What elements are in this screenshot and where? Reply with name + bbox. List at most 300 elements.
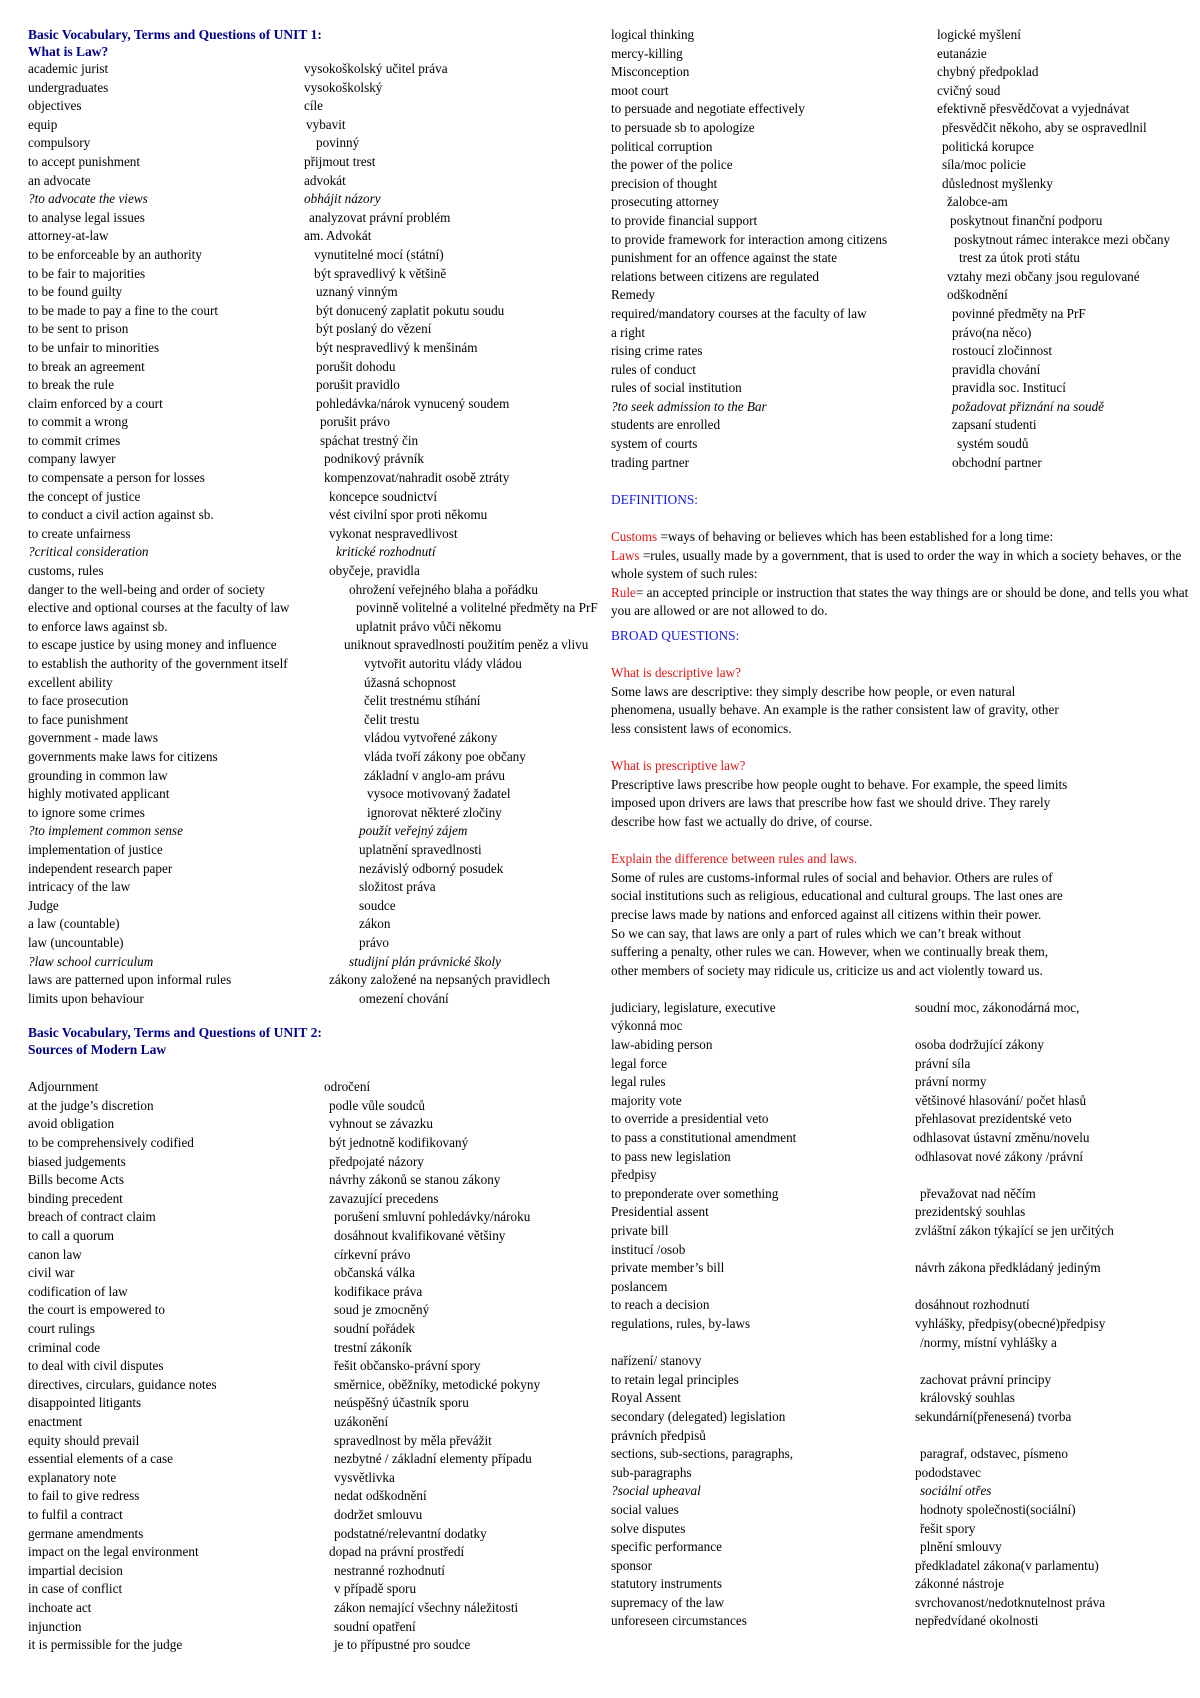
vocab-translation: směrnice, oběžníky, metodické pokyny — [334, 1376, 541, 1392]
vocab-translation: žalobce-am — [947, 194, 1008, 210]
vocab-term: sponsor — [611, 1557, 653, 1573]
definitions-block — [611, 528, 1196, 621]
vocab-row — [28, 413, 608, 432]
vocab-term: to commit crimes — [28, 432, 121, 448]
vocab-translation: efektivně přesvědčovat a vyjednávat — [937, 101, 1130, 117]
vocab-translation: podnikový právník — [324, 451, 424, 467]
vocab-term: to be fair to majorities — [28, 265, 146, 281]
vocab-translation: vysokoškolský — [304, 79, 383, 95]
answer-line: suffering a penalty, other rules we can. However, when we continually break them, — [611, 944, 1049, 960]
vocab-row — [28, 60, 608, 79]
vocab-row — [611, 1259, 1200, 1278]
vocab-translation: eutanázie — [937, 45, 987, 61]
vocab-row — [28, 990, 608, 1009]
vocab-term: intricacy of the law — [28, 879, 131, 895]
vocab-translation: cvičný soud — [937, 82, 1001, 98]
vocab-row — [28, 1506, 608, 1525]
vocab-translation: občanská válka — [334, 1265, 415, 1281]
vocab-row — [611, 82, 1200, 101]
vocab-term: to analyse legal issues — [28, 209, 145, 225]
vocab-row — [611, 999, 1200, 1018]
vocab-term: to reach a decision — [611, 1297, 710, 1313]
vocab-row — [28, 1543, 608, 1562]
vocab-term: governments make laws for citizens — [28, 748, 218, 764]
vocab-term: to create unfairness — [28, 525, 131, 541]
vocab-row — [28, 1394, 608, 1413]
vocab-term: ?to implement common sense — [28, 823, 183, 839]
answer-line: less consistent laws of economics. — [611, 720, 792, 736]
vocab-term: to provide financial support — [611, 212, 758, 228]
vocab-term: secondary (delegated) legislation — [611, 1408, 786, 1424]
vocab-translation: zavazující precedens — [329, 1190, 439, 1206]
vocab-row — [611, 1166, 1200, 1185]
vocab-term: canon law — [28, 1246, 82, 1262]
vocab-translation: trestní zákoník — [334, 1339, 413, 1355]
vocab-row — [611, 1278, 1200, 1297]
vocab-row — [611, 435, 1200, 454]
customs-text: =ways of behaving or believes which has been established for a long time: — [657, 529, 1054, 545]
vocab-translation: podstatné/relevantní dodatky — [334, 1525, 487, 1541]
vocab-translation: předkladatel zákona(v parlamentu) — [915, 1557, 1099, 1573]
rule-text: = an accepted principle or instruction that states the way things are or should be done, and tells you what you are allowed or are not allowed to do. — [611, 584, 1189, 619]
vocab-row — [28, 1134, 608, 1153]
vocab-row — [611, 100, 1200, 119]
vocab-row — [611, 1055, 1200, 1074]
vocab-term: logical thinking — [611, 27, 695, 42]
vocab-row — [611, 156, 1200, 175]
answer-line: imposed upon drivers are laws that prescribe how fast we should drive. They rarely — [611, 795, 1051, 811]
vocab-translation: porušení smluvní pohledávky/nároku — [334, 1209, 531, 1225]
vocab-row — [28, 302, 608, 321]
answer-line: social institutions such as religious, educational and cultural groups. The last ones are — [611, 888, 1063, 904]
vocab-row — [611, 361, 1200, 380]
vocab-term: breach of contract claim — [28, 1209, 156, 1225]
vocab-term: to enforce laws against sb. — [28, 618, 168, 634]
vocab-translation: zákonné nástroje — [915, 1576, 1004, 1592]
vocab-translation: porušit právo — [320, 414, 390, 430]
vocab-translation: právo(na něco) — [952, 324, 1032, 340]
vocab-translation: zákony založené na nepsaných pravidlech — [329, 972, 551, 988]
vocab-term: highly motivated applicant — [28, 786, 170, 802]
vocab-row — [28, 172, 608, 191]
vocab-translation: osoba dodržující zákony — [915, 1037, 1044, 1053]
vocab-translation: uznaný vinným — [316, 284, 398, 300]
vocab-term: inchoate act — [28, 1599, 92, 1615]
vocab-translation: dosáhnout kvalifikované většiny — [334, 1228, 506, 1244]
vocab-row — [28, 1190, 608, 1209]
vocab-term: solve disputes — [611, 1520, 686, 1536]
answer-line: Prescriptive laws prescribe how people ought to behave. For example, the speed limits — [611, 776, 1068, 792]
vocab-translation: je to přípustné pro soudce — [334, 1637, 471, 1653]
vocab-translation: síla/moc policie — [942, 157, 1026, 173]
vocab-row — [611, 379, 1200, 398]
vocab-row — [611, 1427, 1200, 1446]
vocab-term: grounding in common law — [28, 767, 168, 783]
vocab-term: to deal with civil disputes — [28, 1358, 164, 1374]
vocab-translation: nestranné rozhodnutí — [334, 1562, 445, 1578]
vocab-term: claim enforced by a court — [28, 395, 163, 411]
unit1-title-line1: Basic Vocabulary, Terms and Questions of UNIT 1: — [28, 27, 322, 42]
vocab-term: criminal code — [28, 1339, 101, 1355]
vocab-translation: vyhlášky, předpisy(obecné)předpisy — [915, 1315, 1106, 1331]
vocab-term: Royal Assent — [611, 1390, 681, 1406]
vocab-translation: logické myšlení — [937, 27, 1021, 42]
vocab-translation: vztahy mezi občany jsou regulované — [947, 268, 1140, 284]
vocab-row — [28, 283, 608, 302]
vocab-term: law-abiding person — [611, 1037, 713, 1053]
vocab-term: to be found guilty — [28, 284, 123, 300]
vocab-translation: čelit trestnému stíhání — [364, 693, 481, 709]
vocab-translation: povinné předměty na PrF — [952, 305, 1086, 321]
right-column — [611, 26, 1200, 1631]
vocab-row — [28, 339, 608, 358]
vocab-translation: důslednost myšlenky — [942, 175, 1053, 191]
vocab-translation: obchodní partner — [952, 454, 1042, 470]
vocab-term: to be enforceable by an authority — [28, 246, 202, 262]
vocab-row — [611, 1352, 1200, 1371]
vocab-translation: soudní opatření — [334, 1618, 416, 1634]
vocab-row — [28, 395, 608, 414]
answer-line: other members of society may ridicule us, criticize us and act violently toward us. — [611, 962, 1043, 978]
definitions-heading: DEFINITIONS: — [611, 491, 699, 507]
vocab-row — [611, 286, 1200, 305]
vocab-term: relations between citizens are regulated — [611, 268, 819, 284]
vocab-translation: převažovat nad něčím — [920, 1185, 1036, 1201]
vocab-row — [611, 45, 1200, 64]
vocab-translation: poskytnout finanční podporu — [950, 212, 1103, 228]
vocab-term: students are enrolled — [611, 417, 721, 433]
vocab-row — [28, 711, 608, 730]
vocab-term: Presidential assent — [611, 1204, 709, 1220]
vocab-row — [611, 454, 1200, 473]
vocab-term: academic jurist — [28, 61, 109, 76]
vocab-term: legal rules — [611, 1074, 666, 1090]
vocab-translation: kodifikace práva — [334, 1283, 423, 1299]
vocab-translation: neúspěšný účastník sporu — [334, 1395, 469, 1411]
vocab-row — [611, 26, 1200, 45]
vocab-term: equity should prevail — [28, 1432, 140, 1448]
vocab-term: essential elements of a case — [28, 1451, 173, 1467]
vocab-row — [611, 342, 1200, 361]
vocab-row — [28, 785, 608, 804]
vocab-translation: být jednotně kodifikovaný — [329, 1135, 469, 1151]
answer-line: Some of rules are customs-informal rules of social and behavior. Others are rules of — [611, 869, 1053, 885]
definition-laws — [611, 547, 1196, 584]
vocab-row — [611, 1241, 1200, 1260]
unit2-title-line1: Basic Vocabulary, Terms and Questions of UNIT 2: — [28, 1025, 322, 1041]
vocab-term: ?law school curriculum — [28, 953, 154, 969]
vocab-row — [28, 190, 608, 209]
vocab-row — [28, 1599, 608, 1618]
vocab-translation: systém soudů — [957, 436, 1029, 452]
vocab-translation: vynutitelné mocí (státní) — [314, 246, 444, 262]
vocab-row — [28, 1487, 608, 1506]
vocab-term: court rulings — [28, 1321, 96, 1336]
vocab-translation: zapsaní studenti — [952, 417, 1037, 433]
vocab-term: statutory instruments — [611, 1576, 722, 1592]
vocab-translation: dosáhnout rozhodnutí — [915, 1297, 1030, 1313]
vocab-term: disappointed litigants — [28, 1395, 142, 1411]
vocab-row — [28, 1097, 608, 1116]
answer-prescriptive — [611, 776, 1200, 832]
vocab-row — [28, 1339, 608, 1358]
vocab-translation: vysokoškolský učitel práva — [304, 61, 448, 76]
vocab-row — [28, 692, 608, 711]
vocab-term: to be sent to prison — [28, 321, 129, 337]
vocab-term: precision of thought — [611, 175, 718, 191]
vocab-row — [611, 305, 1200, 324]
vocab-term: at the judge’s discretion — [28, 1097, 154, 1113]
vocab-row — [611, 1110, 1200, 1129]
vocab-translation: použít veřejný zájem — [359, 823, 468, 839]
vocab-term: implementation of justice — [28, 841, 163, 857]
vocab-translation: rostoucí zločinnost — [952, 343, 1052, 359]
vocab-translation: analyzovat právní problém — [309, 209, 451, 225]
vocab-row — [611, 1129, 1200, 1148]
vocab-term: germane amendments — [28, 1525, 144, 1541]
vocab-term: the court is empowered to — [28, 1302, 165, 1318]
vocab-row — [28, 1618, 608, 1637]
vocab-translation: spáchat trestný čin — [320, 432, 419, 448]
vocab-row — [611, 1036, 1200, 1055]
vocab-term: to be comprehensively codified — [28, 1135, 194, 1151]
vocab-term: rules of conduct — [611, 361, 696, 377]
vocab-row — [28, 134, 608, 153]
vocab-row — [611, 1203, 1200, 1222]
vocab-translation: podle vůle soudců — [329, 1097, 425, 1113]
vocab-translation: odhlasovat ústavní změnu/novelu — [913, 1130, 1090, 1146]
vocab-row — [28, 1078, 608, 1097]
vocab-translation: prezidentský souhlas — [915, 1204, 1026, 1220]
vocab-row — [611, 1501, 1200, 1520]
vocab-row — [28, 934, 608, 953]
vocab-translation: pravidla soc. Institucí — [952, 380, 1066, 396]
vocab-term: to retain legal principles — [611, 1371, 739, 1387]
vocab-term: independent research paper — [28, 860, 173, 876]
vocab-term: specific performance — [611, 1539, 722, 1555]
vocab-term: to establish the authority of the government itself — [28, 656, 288, 671]
vocab-row — [611, 268, 1200, 287]
vocab-term: a right — [611, 324, 646, 340]
vocab-term: equip — [28, 116, 58, 132]
vocab-row — [28, 1283, 608, 1302]
vocab-translation: církevní právo — [334, 1246, 411, 1262]
unit1-vocab-list — [28, 60, 608, 1008]
vocab-translation: odročení — [324, 1079, 371, 1095]
vocab-row — [28, 1376, 608, 1395]
vocab-row — [28, 1357, 608, 1376]
vocab-row — [611, 212, 1200, 231]
vocab-translation: obhájit názory — [304, 191, 381, 207]
vocab-term: rules of social institution — [611, 380, 742, 396]
vocab-translation: vláda tvoří zákony poe občany — [364, 748, 526, 764]
vocab-row — [28, 971, 608, 990]
vocab-row — [28, 488, 608, 507]
answer-rules-vs-laws — [611, 869, 1200, 981]
vocab-row — [28, 1301, 608, 1320]
vocab-row — [28, 525, 608, 544]
vocab-translation: dodržet smlouvu — [334, 1506, 423, 1522]
vocab-term: to call a quorum — [28, 1228, 115, 1244]
vocab-translation: uniknout spravedlnosti použitím peněz a vlivu — [344, 637, 589, 653]
vocab-translation: vést civilní spor proti někomu — [329, 507, 488, 523]
vocab-term: explanatory note — [28, 1469, 117, 1485]
vocab-term: to fail to give redress — [28, 1488, 140, 1504]
vocab-row — [28, 506, 608, 525]
vocab-row — [28, 1320, 608, 1339]
vocab-translation: politická korupce — [942, 138, 1034, 154]
vocab-term: to conduct a civil action against sb. — [28, 507, 214, 523]
vocab-row — [28, 116, 608, 135]
vocab-translation: porušit pravidlo — [316, 377, 400, 393]
unit2-title-line2: Sources of Modern Law — [28, 1042, 167, 1058]
vocab-row — [28, 878, 608, 897]
vocab-term: sub-paragraphs — [611, 1464, 692, 1480]
question-descriptive: What is descriptive law? — [611, 665, 741, 681]
vocab-row — [28, 1208, 608, 1227]
vocab-translation: uzákonění — [334, 1413, 389, 1429]
vocab-row — [28, 450, 608, 469]
vocab-term: law (uncountable) — [28, 934, 124, 950]
vocab-term: limits upon behaviour — [28, 990, 144, 1006]
vocab-translation: soudní pořádek — [334, 1321, 415, 1336]
vocab-row — [28, 599, 608, 618]
vocab-row — [611, 324, 1200, 343]
vocab-translation: uplatnění spravedlnosti — [359, 841, 482, 857]
vocab-translation: nepředvídané okolnosti — [915, 1613, 1039, 1629]
vocab-row — [611, 1408, 1200, 1427]
vocab-term: to face prosecution — [28, 693, 129, 709]
vocab-row — [611, 1315, 1200, 1334]
vocab-row — [611, 398, 1200, 417]
vocab-row — [28, 1525, 608, 1544]
vocab-translation: právo — [359, 934, 390, 950]
vocab-translation: advokát — [304, 172, 346, 188]
vocab-translation: zvláštní zákon týkající se jen určitých — [915, 1223, 1114, 1238]
vocab-translation: spravedlnost by měla převážit — [334, 1432, 492, 1448]
vocab-term: trading partner — [611, 454, 689, 470]
vocab-term: prosecuting attorney — [611, 194, 720, 210]
vocab-term: in case of conflict — [28, 1581, 123, 1597]
vocab-term: the power of the police — [611, 157, 733, 173]
vocab-row — [611, 231, 1200, 250]
vocab-translation: přesvědčit někoho, aby se ospravedlnil — [942, 119, 1147, 135]
vocab-term: social values — [611, 1501, 679, 1517]
vocab-translation: plnění smlouvy — [920, 1539, 1002, 1555]
vocab-row — [611, 1575, 1200, 1594]
vocab-translation: dopad na právní prostředí — [329, 1544, 465, 1560]
vocab-term: binding precedent — [28, 1190, 123, 1206]
vocab-translation: zákon — [359, 916, 391, 932]
vocab-translation: požadovat přiznání na soudě — [952, 398, 1105, 414]
vocab-translation: královský souhlas — [920, 1390, 1015, 1406]
vocab-term: excellent ability — [28, 674, 113, 690]
vocab-row — [28, 767, 608, 786]
vocab-translation: soudní moc, zákonodárná moc, — [915, 999, 1080, 1015]
vocab-translation: nedat odškodnění — [334, 1488, 427, 1504]
vocab-row — [611, 1334, 1200, 1353]
vocab-row — [611, 119, 1200, 138]
vocab-row — [611, 249, 1200, 268]
vocab-row — [28, 1115, 608, 1134]
vocab-translation: být spravedlivý k většině — [314, 265, 447, 281]
vocab-row — [28, 543, 608, 562]
vocab-term: undergraduates — [28, 79, 109, 95]
vocab-row — [28, 562, 608, 581]
vocab-translation: paragraf, odstavec, písmeno — [920, 1446, 1068, 1462]
vocab-row — [611, 1520, 1200, 1539]
vocab-row — [611, 1073, 1200, 1092]
rule-label: Rule — [611, 584, 636, 600]
vocab-translation: ignorovat některé zločiny — [367, 804, 502, 820]
vocab-term: regulations, rules, by-laws — [611, 1315, 751, 1331]
vocab-row — [28, 897, 608, 916]
vocab-row — [28, 1264, 608, 1283]
vocab-translation: základní v anglo-am právu — [364, 767, 505, 783]
vocab-term: moot court — [611, 82, 669, 98]
vocab-term: institucí /osob — [611, 1241, 686, 1257]
vocab-term: to preponderate over something — [611, 1185, 779, 1201]
vocab-term: supremacy of the law — [611, 1594, 725, 1610]
unit1-title-line2: What is Law? — [28, 44, 109, 59]
vocab-term: attorney-at-law — [28, 228, 109, 244]
vocab-term: to break an agreement — [28, 358, 145, 374]
vocab-row — [611, 1612, 1200, 1631]
vocab-row — [611, 63, 1200, 82]
vocab-translation: zachovat právní principy — [920, 1371, 1052, 1387]
vocab-term: rising crime rates — [611, 343, 703, 359]
vocab-row — [28, 1450, 608, 1469]
vocab-term: compulsory — [28, 135, 91, 151]
vocab-translation: obyčeje, pravidla — [329, 563, 420, 579]
vocab-translation: soud je zmocněný — [334, 1302, 430, 1318]
vocab-row — [28, 860, 608, 879]
vocab-term: ?critical consideration — [28, 544, 149, 560]
vocab-term: civil war — [28, 1265, 75, 1281]
vocab-translation: sociální otřes — [920, 1483, 992, 1499]
vocab-term: required/mandatory courses at the faculty of law — [611, 305, 867, 321]
unit2-title — [28, 1024, 608, 1058]
vocab-term: political corruption — [611, 138, 713, 154]
vocab-term: impact on the legal environment — [28, 1544, 199, 1560]
vocab-term: Adjournment — [28, 1079, 99, 1095]
vocab-row — [28, 1562, 608, 1581]
vocab-row — [28, 432, 608, 451]
vocab-row — [28, 729, 608, 748]
vocab-row — [28, 97, 608, 116]
vocab-row — [28, 1469, 608, 1488]
vocab-term: to escape justice by using money and influence — [28, 637, 277, 653]
vocab-row — [28, 246, 608, 265]
answer-line: precise laws made by nations and enforced against all citizens within their power. — [611, 906, 1042, 922]
vocab-translation: přijmout trest — [304, 153, 376, 169]
vocab-row — [28, 822, 608, 841]
vocab-translation: odhlasovat nové zákony /právní — [915, 1148, 1084, 1164]
vocab-row — [611, 193, 1200, 212]
vocab-translation: cíle — [304, 98, 324, 114]
vocab-term: customs, rules — [28, 563, 104, 579]
vocab-translation: pravidla chování — [952, 361, 1041, 377]
vocab-translation: čelit trestu — [364, 711, 420, 727]
customs-label: Customs — [611, 529, 658, 545]
vocab-term: an advocate — [28, 172, 91, 188]
vocab-translation: právní normy — [915, 1074, 987, 1090]
vocab-term: to fulfil a contract — [28, 1506, 123, 1522]
vocab-term: directives, circulars, guidance notes — [28, 1376, 217, 1392]
vocab-term: to override a presidential veto — [611, 1111, 769, 1127]
vocab-term: laws are patterned upon informal rules — [28, 972, 232, 988]
vocab-row — [611, 1557, 1200, 1576]
